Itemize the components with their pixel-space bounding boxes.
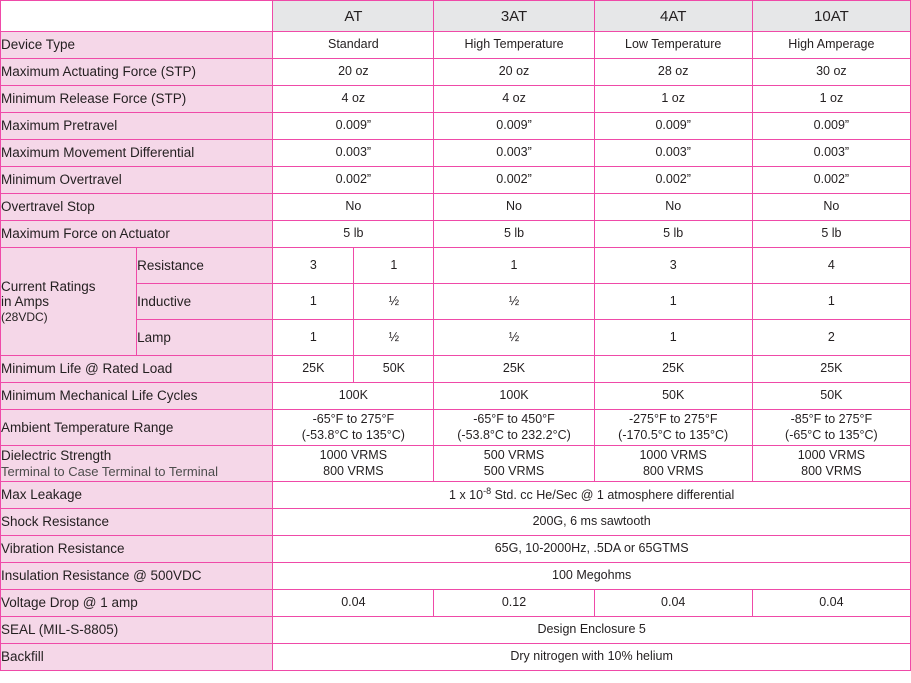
cell-4at: 0.009” <box>594 113 752 140</box>
cell-at-line1: 1000 VRMS <box>319 447 388 462</box>
row-label: Maximum Force on Actuator <box>1 221 273 248</box>
cell-all-columns: Design Enclosure 5 <box>273 617 911 644</box>
cell-3at: 4 oz <box>434 86 594 113</box>
max-leakage-exponent: -8 <box>483 486 492 497</box>
table-row <box>1 113 911 140</box>
cell-3at: 0.003” <box>434 140 594 167</box>
cell-10at-line2: 800 VRMS <box>801 463 862 478</box>
row-label: Voltage Drop @ 1 amp <box>1 590 273 617</box>
cell-4at: 0.002” <box>594 167 752 194</box>
cell-4at: 1 oz <box>594 86 752 113</box>
row-label: Shock Resistance <box>1 509 273 536</box>
cell-at: 5 lb <box>273 221 434 248</box>
row-label: Maximum Pretravel <box>1 113 273 140</box>
cell-at: 20 oz <box>273 59 434 86</box>
cell-at-a: 1 <box>273 320 354 356</box>
cell-3at: ½ <box>434 320 594 356</box>
cell-at: 0.04 <box>273 590 434 617</box>
cell-at: 0.003” <box>273 140 434 167</box>
cell-4at: 0.04 <box>594 590 752 617</box>
cell-3at <box>434 410 594 446</box>
cell-4at-line2: 800 VRMS <box>642 463 704 478</box>
current-ratings-line1: Current Ratings <box>1 278 96 294</box>
cell-10at: 1 <box>752 284 910 320</box>
table-row <box>1 221 911 248</box>
row-label: Max Leakage <box>1 482 273 509</box>
cell-3at-line1: 500 VRMS <box>483 447 545 462</box>
cell-all-columns: 100 Megohms <box>273 563 911 590</box>
cell-at-line1: -65°F to 275°F <box>312 411 395 426</box>
max-leakage-pre: 1 x 10 <box>449 488 484 503</box>
table-row-insulation-resistance <box>1 563 911 590</box>
table-row-mechanical-life <box>1 383 911 410</box>
cell-10at: 0.009” <box>752 113 910 140</box>
cell-10at: High Amperage <box>752 32 910 59</box>
cell-10at: 50K <box>752 383 910 410</box>
table-row-current-ratings-resistance <box>1 248 911 284</box>
cell-10at: 4 <box>752 248 910 284</box>
cell-10at: 30 oz <box>752 59 910 86</box>
cell-10at: 5 lb <box>752 221 910 248</box>
cell-10at-line1: 1000 VRMS <box>797 447 866 462</box>
row-label: Minimum Release Force (STP) <box>1 86 273 113</box>
table-row-seal <box>1 617 911 644</box>
table-row-vibration-resistance <box>1 536 911 563</box>
cell-3at: 20 oz <box>434 59 594 86</box>
table-row-dielectric-strength <box>1 446 911 482</box>
row-label <box>1 446 273 482</box>
cell-3at: 0.009” <box>434 113 594 140</box>
sub-row-label-lamp: Lamp <box>137 320 273 356</box>
row-label: Ambient Temperature Range <box>1 410 273 446</box>
cell-4at: 50K <box>594 383 752 410</box>
row-label-current-ratings <box>1 248 137 356</box>
row-label: SEAL (MIL-S-8805) <box>1 617 273 644</box>
cell-at-b: ½ <box>354 284 434 320</box>
column-header-4at: 4AT <box>594 1 752 32</box>
cell-all-columns <box>273 482 911 509</box>
cell-10at: 0.003” <box>752 140 910 167</box>
table-row <box>1 86 911 113</box>
row-label: Maximum Movement Differential <box>1 140 273 167</box>
column-header-10at: 10AT <box>752 1 910 32</box>
cell-4at: 28 oz <box>594 59 752 86</box>
cell-4at <box>594 410 752 446</box>
table-row <box>1 167 911 194</box>
row-label: Minimum Mechanical Life Cycles <box>1 383 273 410</box>
cell-4at: 5 lb <box>594 221 752 248</box>
row-label: Vibration Resistance <box>1 536 273 563</box>
current-ratings-note: (28VDC) <box>1 310 48 325</box>
cell-10at: 1 oz <box>752 86 910 113</box>
row-label-line1: Dielectric Strength <box>1 447 112 463</box>
table-row-current-ratings-lamp <box>1 320 911 356</box>
cell-at <box>273 446 434 482</box>
table-row <box>1 194 911 221</box>
table-row-max-leakage <box>1 482 911 509</box>
cell-10at <box>752 446 910 482</box>
cell-4at <box>594 446 752 482</box>
table-row-minimum-life <box>1 356 911 383</box>
cell-4at-line2: (-170.5°C to 135°C) <box>618 427 729 442</box>
cell-all-columns: Dry nitrogen with 10% helium <box>273 644 911 671</box>
row-label: Overtravel Stop <box>1 194 273 221</box>
cell-3at: 25K <box>434 356 594 383</box>
column-header-at: AT <box>273 1 434 32</box>
table-row <box>1 140 911 167</box>
table-row <box>1 32 911 59</box>
cell-10at: 0.002” <box>752 167 910 194</box>
cell-4at-line1: -275°F to 275°F <box>628 411 718 426</box>
row-label: Minimum Overtravel <box>1 167 273 194</box>
table-row-ambient-temperature <box>1 410 911 446</box>
cell-4at-line1: 1000 VRMS <box>639 447 707 462</box>
cell-at: 0.002” <box>273 167 434 194</box>
cell-3at-line1: -65°F to 450°F <box>473 411 555 426</box>
cell-all-columns: 200G, 6 ms sawtooth <box>273 509 911 536</box>
current-ratings-line2: in Amps <box>1 294 50 310</box>
cell-4at: No <box>594 194 752 221</box>
cell-at-a: 1 <box>273 284 354 320</box>
cell-at: 4 oz <box>273 86 434 113</box>
row-label: Minimum Life @ Rated Load <box>1 356 273 383</box>
table-row-voltage-drop <box>1 590 911 617</box>
table-row-current-ratings-inductive <box>1 284 911 320</box>
cell-10at: No <box>752 194 910 221</box>
cell-3at: 0.12 <box>434 590 594 617</box>
sub-row-label-resistance: Resistance <box>137 248 273 284</box>
cell-at: No <box>273 194 434 221</box>
table-row-backfill <box>1 644 911 671</box>
cell-at: Standard <box>273 32 434 59</box>
cell-3at-line2: 500 VRMS <box>483 463 545 478</box>
row-label: Maximum Actuating Force (STP) <box>1 59 273 86</box>
cell-4at: Low Temperature <box>594 32 752 59</box>
cell-3at: 1 <box>434 248 594 284</box>
cell-3at: 100K <box>434 383 594 410</box>
row-label: Insulation Resistance @ 500VDC <box>1 563 273 590</box>
cell-at-b: ½ <box>354 320 434 356</box>
cell-at-a: 3 <box>273 248 354 284</box>
header-blank-cell <box>1 1 273 32</box>
cell-4at: 25K <box>594 356 752 383</box>
cell-at-line2: (-53.8°C to 135°C) <box>301 427 405 442</box>
cell-10at-line2: (-65°C to 135°C) <box>785 427 878 442</box>
cell-3at <box>434 446 594 482</box>
cell-4at: 0.003” <box>594 140 752 167</box>
cell-at-b: 50K <box>354 356 434 383</box>
max-leakage-post: Std. cc He/Sec @ 1 atmosphere differential <box>491 488 735 503</box>
cell-10at: 0.04 <box>752 590 910 617</box>
cell-all-columns: 65G, 10-2000Hz, .5DA or 65GTMS <box>273 536 911 563</box>
table-row-shock-resistance <box>1 509 911 536</box>
table-header-row <box>1 1 911 32</box>
cell-10at <box>752 410 910 446</box>
column-header-3at: 3AT <box>434 1 594 32</box>
cell-at-a: 25K <box>273 356 354 383</box>
cell-at-line2: 800 VRMS <box>323 463 384 478</box>
cell-3at: ½ <box>434 284 594 320</box>
table-row <box>1 59 911 86</box>
cell-4at: 1 <box>594 284 752 320</box>
cell-4at: 1 <box>594 320 752 356</box>
cell-3at-line2: (-53.8°C to 232.2°C) <box>457 427 571 442</box>
cell-at: 0.009” <box>273 113 434 140</box>
cell-10at: 2 <box>752 320 910 356</box>
row-label: Device Type <box>1 32 273 59</box>
cell-3at: 0.002” <box>434 167 594 194</box>
cell-4at: 3 <box>594 248 752 284</box>
cell-at <box>273 410 434 446</box>
cell-3at: No <box>434 194 594 221</box>
cell-10at-line1: -85°F to 275°F <box>790 411 873 426</box>
cell-at-b: 1 <box>354 248 434 284</box>
cell-3at: 5 lb <box>434 221 594 248</box>
cell-3at: High Temperature <box>434 32 594 59</box>
sub-row-label-inductive: Inductive <box>137 284 273 320</box>
cell-10at: 25K <box>752 356 910 383</box>
row-label: Backfill <box>1 644 273 671</box>
cell-at: 100K <box>273 383 434 410</box>
row-label-line2: Terminal to Case Terminal to Terminal <box>1 463 218 479</box>
